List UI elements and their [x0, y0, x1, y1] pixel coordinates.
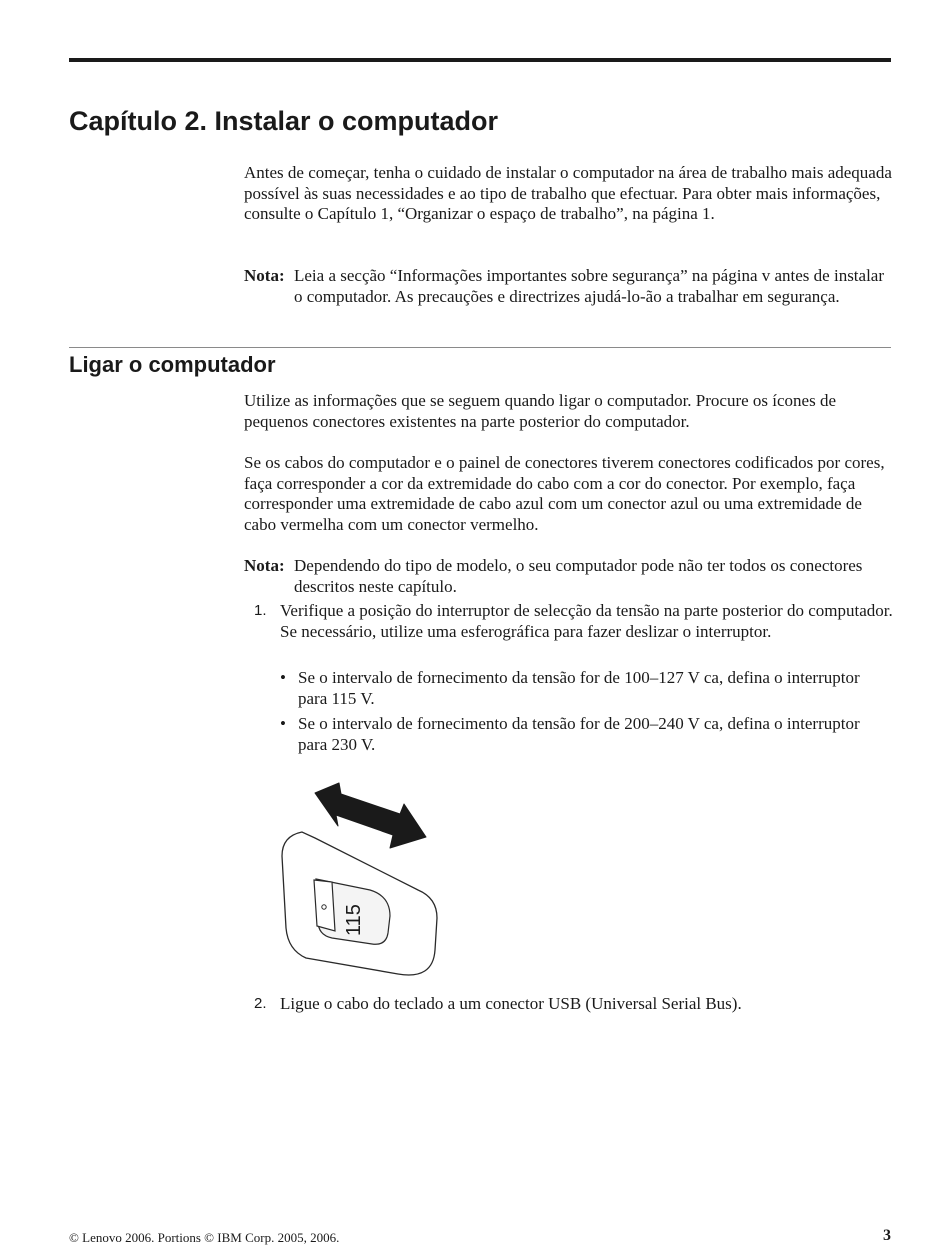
- note-label: Nota:: [244, 266, 285, 285]
- step-text: Verifique a posição do interruptor de selecção da tensão na parte posterior do computador. Se necessário, utilize uma esferográfica para fazer deslizar o interruptor.: [280, 601, 893, 641]
- chapter-title: Capítulo 2. Instalar o computador: [69, 106, 499, 136]
- switch-toggle: [314, 880, 335, 931]
- note-text: Dependendo do tipo de modelo, o seu computador pode não ter todos os conectores descritos neste capítulo.: [294, 556, 863, 596]
- bullet-item: [280, 668, 880, 709]
- bullet-text: Se o intervalo de fornecimento da tensão for de 200–240 V ca, defina o interruptor para 230 V.: [298, 714, 860, 754]
- bullet-icon: •: [280, 714, 286, 733]
- bullet-text: Se o intervalo de fornecimento da tensão for de 100–127 V ca, defina o interruptor para 115 V.: [298, 668, 860, 708]
- page-number: 3: [883, 1227, 891, 1244]
- switch-label: 115: [343, 904, 365, 936]
- footer-copyright: © Lenovo 2006. Portions © IBM Corp. 2005, 2006.: [69, 1230, 340, 1245]
- step-number: 1.: [254, 602, 267, 619]
- double-arrow-icon: [315, 783, 426, 848]
- section-paragraph-1: Utilize as informações que se seguem quando ligar o computador. Procure os ícones de pequenos conectores existentes na parte posterior do computador.: [244, 391, 836, 431]
- top-rule: [69, 58, 891, 62]
- voltage-switch-illustration: [280, 778, 450, 983]
- section-paragraph-2: Se os cabos do computador e o painel de conectores tiverem conectores codificados por cores, faça corresponder a cor da extremidade do cabo com a cor do conector. Por exemplo, faça corresponder uma extremidade de cabo azul com um conector azul ou uma extremidade de cabo vermelha com um conector vermelho.: [244, 453, 885, 534]
- chapter-note: [244, 266, 894, 307]
- bullet-item: [280, 714, 880, 755]
- section-note: [244, 556, 894, 597]
- step-2: [244, 994, 894, 1015]
- step-1: [244, 601, 894, 642]
- chapter-intro: Antes de começar, tenha o cuidado de instalar o computador na área de trabalho mais adequada possível às suas necessidades e ao tipo de trabalho que efectuar. Para obter mais informações, consulte o Capítulo 1, “Organizar o espaço de trabalho”, na página 1.: [244, 163, 892, 223]
- section-rule: [69, 347, 891, 348]
- note-text: Leia a secção “Informações importantes sobre segurança” na página v antes de instalar o computador. As precauções e directrizes ajudá-lo-ão a trabalhar em segurança.: [294, 266, 885, 306]
- step-text: Ligue o cabo do teclado a um conector USB (Universal Serial Bus).: [280, 994, 742, 1013]
- bullet-icon: •: [280, 668, 286, 687]
- note-label: Nota:: [244, 556, 285, 575]
- section-title: Ligar o computador: [69, 352, 276, 377]
- step-number: 2.: [254, 995, 267, 1012]
